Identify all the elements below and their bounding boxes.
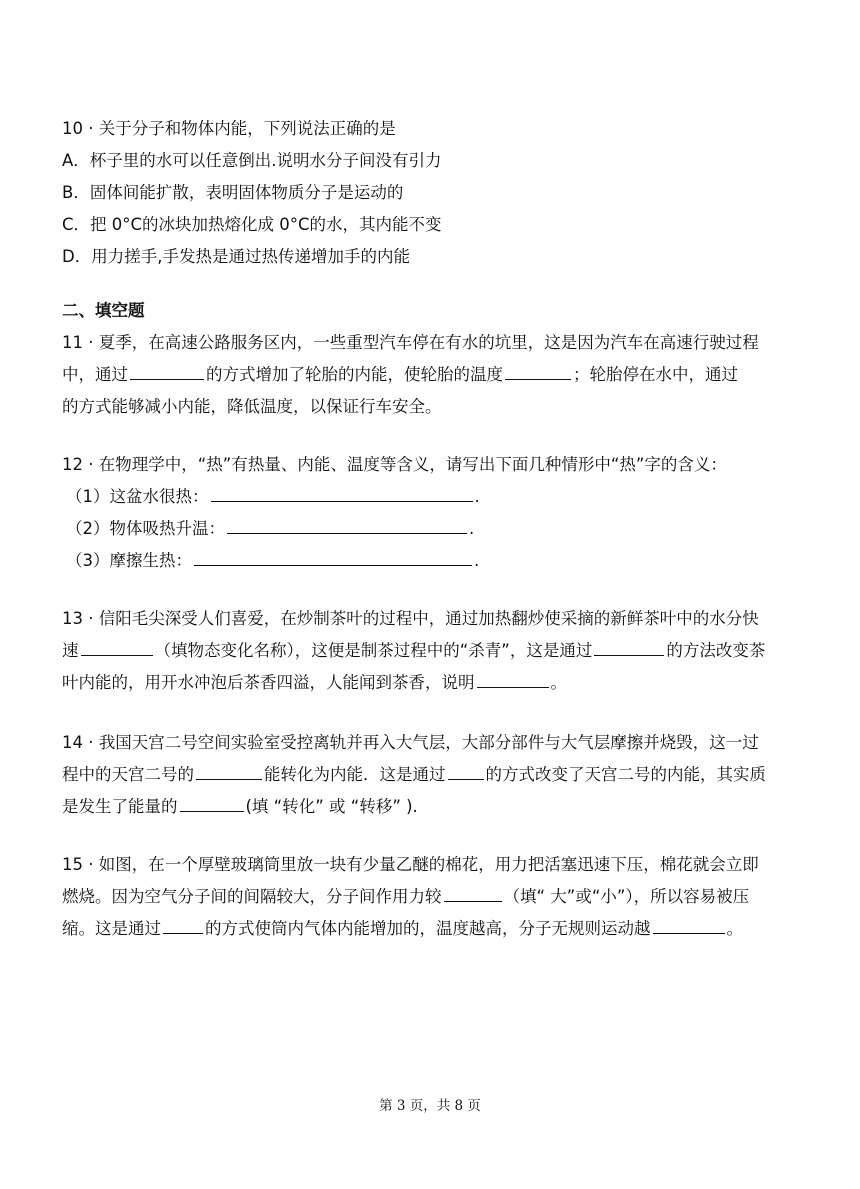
section-heading-fill-in: 二、填空题: [62, 301, 145, 320]
q14-line-2: [62, 764, 802, 786]
q14-text-c: 的方式改变了天宫二号的内能，其实质: [485, 765, 766, 784]
q10-stem: 10 · 关于分子和物体内能，下列说法正确的是: [62, 119, 396, 138]
q15-line-3: [62, 918, 802, 940]
q15-line-2: [62, 886, 802, 908]
q13-line-3: [62, 672, 802, 694]
q11-text-a: 中，通过: [62, 365, 128, 384]
q12-part-1: [66, 486, 806, 508]
page-number-footer: 第 3 页，共 8 页: [379, 1098, 481, 1114]
q13-text-e: 。: [550, 673, 567, 692]
q15-blank-2[interactable]: [163, 918, 203, 934]
q15-text-c: 缩。这是通过: [62, 919, 161, 938]
q11-blank-1[interactable]: [130, 364, 204, 380]
q11-line-1: 11 · 夏季，在高速公路服务区内，一些重型汽车停在有水的坑里，这是因为汽车在高速行驶过程: [62, 333, 759, 352]
q12-part-3-end: .: [474, 551, 480, 570]
q11-line-3: 的方式能够减小内能，降低温度，以保证行车安全。: [62, 397, 442, 416]
q13-text-a: 速: [62, 641, 79, 660]
q10-option-d: D．用力搓手,手发热是通过热传递增加手的内能: [62, 247, 410, 266]
q13-line-1: 13 · 信阳毛尖深受人们喜爱，在炒制茶叶的过程中，通过加热翻炒使采摘的新鲜茶叶中的水分快: [62, 609, 759, 628]
q14-blank-1[interactable]: [196, 764, 262, 780]
q15-text-a: 燃烧。因为空气分子间的间隔较大，分子间作用力较: [62, 887, 442, 906]
q10-option-b: B．固体间能扩散，表明固体物质分子是运动的: [62, 183, 404, 202]
q15-blank-1[interactable]: [444, 886, 502, 902]
q15-line-1: 15 · 如图，在一个厚壁玻璃筒里放一块有少量乙醚的棉花，用力把活塞迅速下压，棉花就会立即: [62, 855, 759, 874]
q13-text-c: 的方法改变茶: [666, 641, 766, 660]
q11-text-c: ；轮胎停在水中，通过: [573, 365, 738, 384]
q13-text-d: 叶内能的，用开水冲泡后茶香四溢，人能闻到茶香，说明: [62, 673, 475, 692]
q12-blank-1[interactable]: [211, 486, 473, 502]
q10-option-a: A．杯子里的水可以任意倒出.说明水分子间没有引力: [62, 151, 442, 170]
q14-blank-3[interactable]: [180, 796, 244, 812]
q12-part-1-end: .: [474, 487, 480, 506]
q14-line-3: [62, 796, 802, 818]
q15-text-e: 。: [726, 919, 743, 938]
q14-text-b: 能转化为内能．这是通过: [264, 765, 446, 784]
q12-part-2: [66, 518, 806, 540]
q14-text-d: 是发生了能量的: [62, 797, 178, 816]
q14-blank-2[interactable]: [448, 764, 484, 780]
q12-blank-3[interactable]: [194, 550, 472, 566]
q12-part-3: [66, 550, 806, 572]
q13-blank-1[interactable]: [81, 640, 153, 656]
q12-part-1-label: （1）这盆水很热：: [66, 487, 209, 506]
q11-blank-2[interactable]: [505, 364, 571, 380]
q11-line-2: [62, 364, 802, 386]
q14-line-1: 14 · 我国天宫二号空间实验室受控离轨并再入大气层，大部分部件与大气层摩擦并烧毁，这一过: [62, 733, 759, 752]
q10-option-c: C．把 0°C的冰块加热熔化成 0°C的水，其内能不变: [62, 215, 442, 234]
q15-text-d: 的方式使筒内气体内能增加的，温度越高，分子无规则运动越: [205, 919, 651, 938]
q13-line-2: [62, 640, 802, 662]
q14-text-a: 程中的天宫二号的: [62, 765, 194, 784]
q15-blank-3[interactable]: [653, 918, 725, 934]
q11-text-b: 的方式增加了轮胎的内能，使轮胎的温度: [206, 365, 503, 384]
q12-part-3-label: （3）摩擦生热：: [66, 551, 192, 570]
q14-text-e: (填 “转化” 或 “转移” ).: [245, 797, 418, 816]
q12-part-2-label: （2）物体吸热升温：: [66, 519, 225, 538]
q13-blank-3[interactable]: [477, 672, 549, 688]
q12-part-2-end: .: [469, 519, 475, 538]
q15-text-b: （填“ 大”或“小”），所以容易被压: [503, 887, 750, 906]
q12-blank-2[interactable]: [227, 518, 467, 534]
q13-text-b: （填物态变化名称），这便是制茶过程中的“杀青”，这是通过: [154, 641, 593, 660]
q12-stem: 12 · 在物理学中，“热”有热量、内能、温度等含义，请写出下面几种情形中“热”字的含义：: [62, 455, 727, 474]
q13-blank-2[interactable]: [594, 640, 664, 656]
